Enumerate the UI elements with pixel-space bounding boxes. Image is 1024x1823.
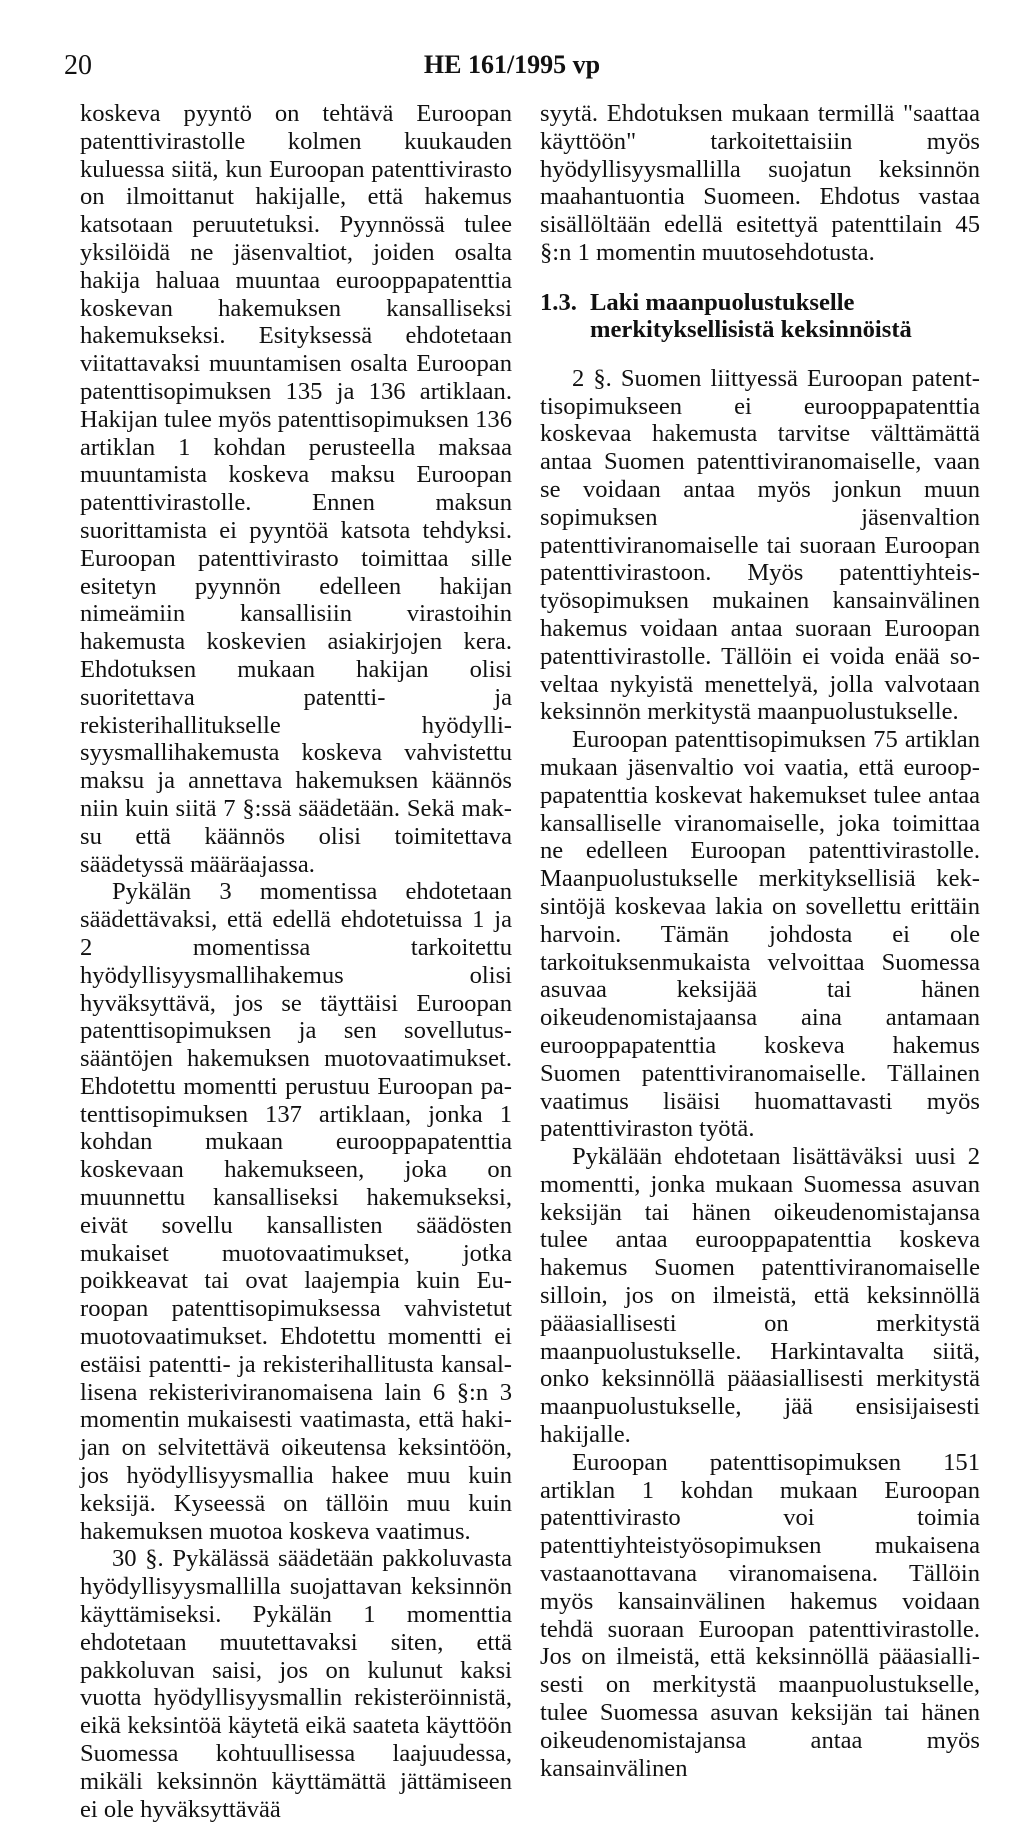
section-title: Laki maanpuolustukselle merkityksellisistä keksinnöistä [590,288,912,343]
paragraph: Euroopan patenttisopimuksen 75 artiklan mukaan jäsenvaltio voi vaatia, että eurooppapatenttia koskevat hakemukset tulee antaa kansalliselle viranomaiselle, joka toimittaa ne edelleen Euroopan patenttivirastolle. Maanpuolustukselle merkityksellisiä keksintöjä koskevaa lakia on sovellettu erittäin harvoin. Tämän johdosta ei ole tarkoituksenmukaista velvoittaa Suomessa asuvaa keksijää tai hänen oikeudenomistajaansa aina antamaan eurooppapatenttia koskeva hakemus Suomen patenttiviranomaiselle. Tällainen vaatimus lisäisi huomattavasti myös patenttiviraston työtä. [540,726,980,1143]
page-number: 20 [64,50,92,81]
section-heading [540,289,980,343]
paragraph: Euroopan patenttisopimuksen 151 artiklan 1 kohdan mukaan Euroopan patenttivirasto voi toimia patenttiyhteistyösopimuksen mukaisena vastaanottavana viranomaisena. Tällöin myös kansainvälinen hakemus voidaan tehdä suoraan Euroopan patenttivirastolle. Jos on ilmeistä, että keksinnöllä pääasiallisesti on merkitystä maanpuolustukselle, tulee Suomessa asuvan keksijän tai hänen oikeudenomistajansa antaa myös kansainvälinen [540,1448,980,1782]
left-column [80,100,512,1823]
right-column [540,100,980,1782]
section-number: 1.3. [540,288,577,316]
paragraph: 2 §. Suomen liittyessä Euroopan patenttisopimukseen ei eurooppapatenttia koskevaa hakemusta tarvitse välttämättä antaa Suomen patenttiviranomaiselle, vaan se voidaan antaa myös jonkun muun sopimuksen jäsenvaltion patenttiviranomaiselle tai suoraan Euroopan patenttivirastoon. Myös patenttiyhteistyösopimuksen mukainen kansainvälinen hakemus voidaan antaa suoraan Euroopan patenttivirastolle. Tällöin ei voida enää soveltaa nykyistä menettelyä, jolla valvotaan keksinnön merkitystä maanpuolustukselle. [540,364,980,726]
paragraph: Pykälän 3 momentissa ehdotetaan säädettävaksi, että edellä ehdotetuissa 1 ja 2 momentissa tarkoitettu hyödyllisyysmallihakemus olisi hyväksyttävä, jos se täyttäisi Euroopan patenttisopimuksen ja sen sovellutussääntöjen hakemuksen muotovaatimukset. Ehdotettu momentti perustuu Euroopan patenttisopimuksen 137 artiklaan, jonka 1 kohdan mukaan eurooppapatenttia koskevaan hakemukseen, joka on muunnettu kansalliseksi hakemukseksi, eivät sovellu kansallisten säädösten mukaiset muotovaatimukset, jotka poikkeavat tai ovat laajempia kuin Euroopan patenttisopimuksessa vahvistetut muotovaatimukset. Ehdotettu momentti ei estäisi patentti- ja rekisterihallitusta kansallisena rekisteriviranomaisena lain 6 §:n 3 momentin mukaisesti vaatimasta, että hakijan on selvitettävä oikeutensa keksintöön, jos hyödyllisyysmallia hakee muu kuin keksijä. Kyseessä on tällöin muu kuin hakemuksen muotoa koskeva vaatimus. [80,878,512,1545]
paragraph: 30 §. Pykälässä säädetään pakkoluvasta hyödyllisyysmallilla suojattavan keksinnön käyttämiseksi. Pykälän 1 momenttia ehdotetaan muutettavaksi siten, että pakkoluvan saisi, jos on kulunut kaksi vuotta hyödyllisyysmallin rekisteröinnistä, eikä keksintöä käytetä eikä saateta käyttöön Suomessa kohtuullisessa laajuudessa, mikäli keksinnön käyttämättä jättämiseen ei ole hyväksyttävää [80,1545,512,1823]
running-title: HE 161/1995 vp [423,50,601,79]
paragraph: koskeva pyyntö on tehtävä Euroopan patenttivirastolle kolmen kuukauden kuluessa siitä, kun Euroopan patenttivirasto on ilmoittanut hakijalle, että hakemus katsotaan peruutetuksi. Pyynnössä tulee yksilöidä ne jäsenvaltiot, joiden osalta hakija haluaa muuntaa eurooppapatenttia koskevan hakemuksen kansalliseksi hakemukseksi. Esityksessä ehdotetaan viitattavaksi muuntamisen osalta Euroopan patenttisopimuksen 135 ja 136 artiklaan. Hakijan tulee myös patenttisopimuksen 136 artiklan 1 kohdan perusteella maksaa muuntamista koskeva maksu Euroopan patenttivirastolle. Ennen maksun suorittamista ei pyyntöä katsota tehdyksi. Euroopan patenttivirasto toimittaa sille esitetyn pyynnön edelleen hakijan nimeämiin kansallisiin virastoihin hakemusta koskevien asiakirjojen kera. Ehdotuksen mukaan hakijan olisi suoritettava patentti- ja rekisterihallitukselle hyödyllisyysmallihakemusta koskeva vahvistettu maksu ja annettava hakemuksen käännös niin kuin siitä 7 §:ssä säädetään. Sekä maksu että käännös olisi toimitettava säädetyssä määräajassa. [80,100,512,878]
paragraph: Pykälään ehdotetaan lisättäväksi uusi 2 momentti, jonka mukaan Suomessa asuvan keksijän tai hänen oikeudenomistajansa tulee antaa eurooppapatenttia koskeva hakemus Suomen patenttiviranomaiselle silloin, jos on ilmeistä, että keksinnöllä pääasiallisesti on merkitystä maanpuolustukselle. Harkintavalta siitä, onko keksinnöllä pääasiallisesti merkitystä maanpuolustukselle, jää ensisijaisesti hakijalle. [540,1143,980,1449]
paragraph: syytä. Ehdotuksen mukaan termillä "saattaa käyttöön" tarkoitettaisiin myös hyödyllisyysmallilla suojatun keksinnön maahantuontia Suomeen. Ehdotus vastaa sisällöltään edellä esitettyä patenttilain 45 §:n 1 momentin muutosehdotusta. [540,100,980,266]
